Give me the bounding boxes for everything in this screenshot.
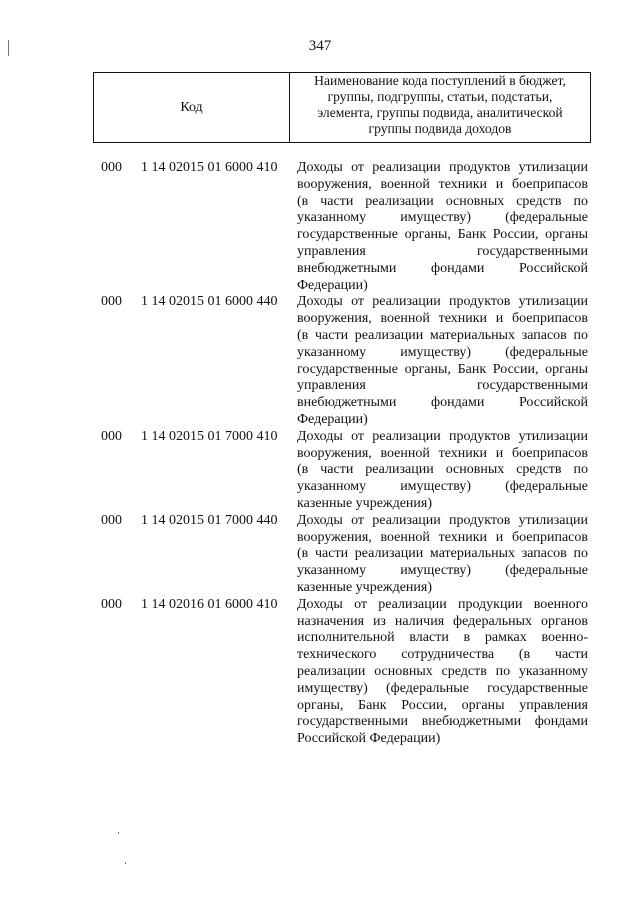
description-line: Доходы от реализации продуктов утилизации [297, 160, 588, 175]
header-name-line: группы, подгруппы, статьи, подстатьи, [327, 89, 553, 104]
table-row [0, 294, 640, 428]
header-name-label [290, 73, 590, 142]
description-line: (в части реализации материальных запасов по [297, 327, 588, 343]
description-line: Доходы от реализации продукции военного [297, 596, 588, 612]
description-line: вооружения, военной техники и боеприпасов [297, 311, 588, 327]
description-line: вооружения, военной техники и боеприпасов [297, 529, 588, 545]
admin-code: 000 [101, 596, 122, 612]
header-name-line: группы подвида доходов [368, 121, 512, 136]
description-line: указанному имуществу) (федеральные [297, 344, 588, 360]
income-description [297, 160, 588, 294]
header-name-line: элемента, группы подвида, аналитической [317, 105, 563, 120]
description-line: Федерации) [297, 277, 368, 293]
admin-code: 000 [101, 512, 122, 528]
header-name-line: Наименование кода поступлений в бюджет, [314, 73, 566, 88]
description-line: указанному имуществу) (федеральные [297, 563, 588, 579]
description-line: Доходы от реализации продуктов утилизации [297, 512, 588, 528]
description-line: внебюджетными фондами Российской [297, 395, 588, 411]
description-line: Доходы от реализации продуктов утилизации [297, 294, 588, 310]
description-line: казенные учреждения) [297, 495, 433, 511]
income-description [297, 294, 588, 428]
description-line: государственные органы, Банк России, органы [297, 227, 588, 243]
description-line: вооружения, военной техники и боеприпасов [297, 176, 588, 192]
table-row [0, 597, 640, 748]
table-row [0, 429, 640, 513]
table-row [0, 513, 640, 597]
scan-mark [8, 40, 9, 56]
description-line: исполнительной власти в рамках военно- [297, 630, 588, 646]
page-number: 347 [308, 38, 332, 54]
description-line: вооружения, военной техники и боеприпасов [297, 445, 588, 461]
description-line: внебюджетными фондами Российской [297, 260, 588, 276]
description-line: (в части реализации основных средств по [297, 462, 588, 478]
description-line: технического сотрудничества (в части [297, 647, 588, 663]
description-line: Федерации) [297, 411, 368, 427]
table-row [0, 160, 640, 294]
income-code: 1 14 02015 01 7000 440 [141, 512, 278, 528]
admin-code: 000 [101, 428, 122, 444]
description-line: Доходы от реализации продуктов утилизации [297, 428, 588, 444]
description-line: государственными внебюджетными фондами [297, 714, 588, 730]
description-line: государственные органы, Банк России, органы [297, 361, 588, 377]
description-line: (в части реализации материальных запасов по [297, 546, 588, 562]
scan-mark [125, 862, 126, 864]
income-code: 1 14 02015 01 6000 410 [141, 160, 278, 175]
description-line: казенные учреждения) [297, 579, 433, 595]
description-line: органы, Банк России, органы управления [297, 697, 588, 713]
description-line: указанному имуществу) (федеральные [297, 479, 588, 495]
admin-code: 000 [101, 160, 122, 175]
income-description [297, 597, 588, 748]
table-header [93, 72, 591, 143]
description-line: управления государственными [297, 243, 588, 259]
income-code: 1 14 02015 01 7000 410 [141, 428, 278, 444]
income-description [297, 513, 588, 597]
admin-code: 000 [101, 294, 122, 310]
header-code-label: Код [94, 73, 290, 142]
description-line: реализации основных средств по указанному [297, 663, 588, 679]
scan-mark [118, 832, 119, 834]
income-description [297, 429, 588, 513]
description-line: управления государственными [297, 378, 588, 394]
income-code: 1 14 02015 01 6000 440 [141, 294, 278, 310]
description-line: указанному имуществу) (федеральные [297, 210, 588, 226]
description-line: Российской Федерации) [297, 731, 441, 747]
description-line: имуществу) (федеральные государственные [297, 680, 588, 696]
income-code-list [0, 160, 640, 748]
description-line: (в части реализации основных средств по [297, 193, 588, 209]
description-line: назначения из наличия федеральных органов [297, 613, 588, 629]
income-code: 1 14 02016 01 6000 410 [141, 596, 278, 612]
